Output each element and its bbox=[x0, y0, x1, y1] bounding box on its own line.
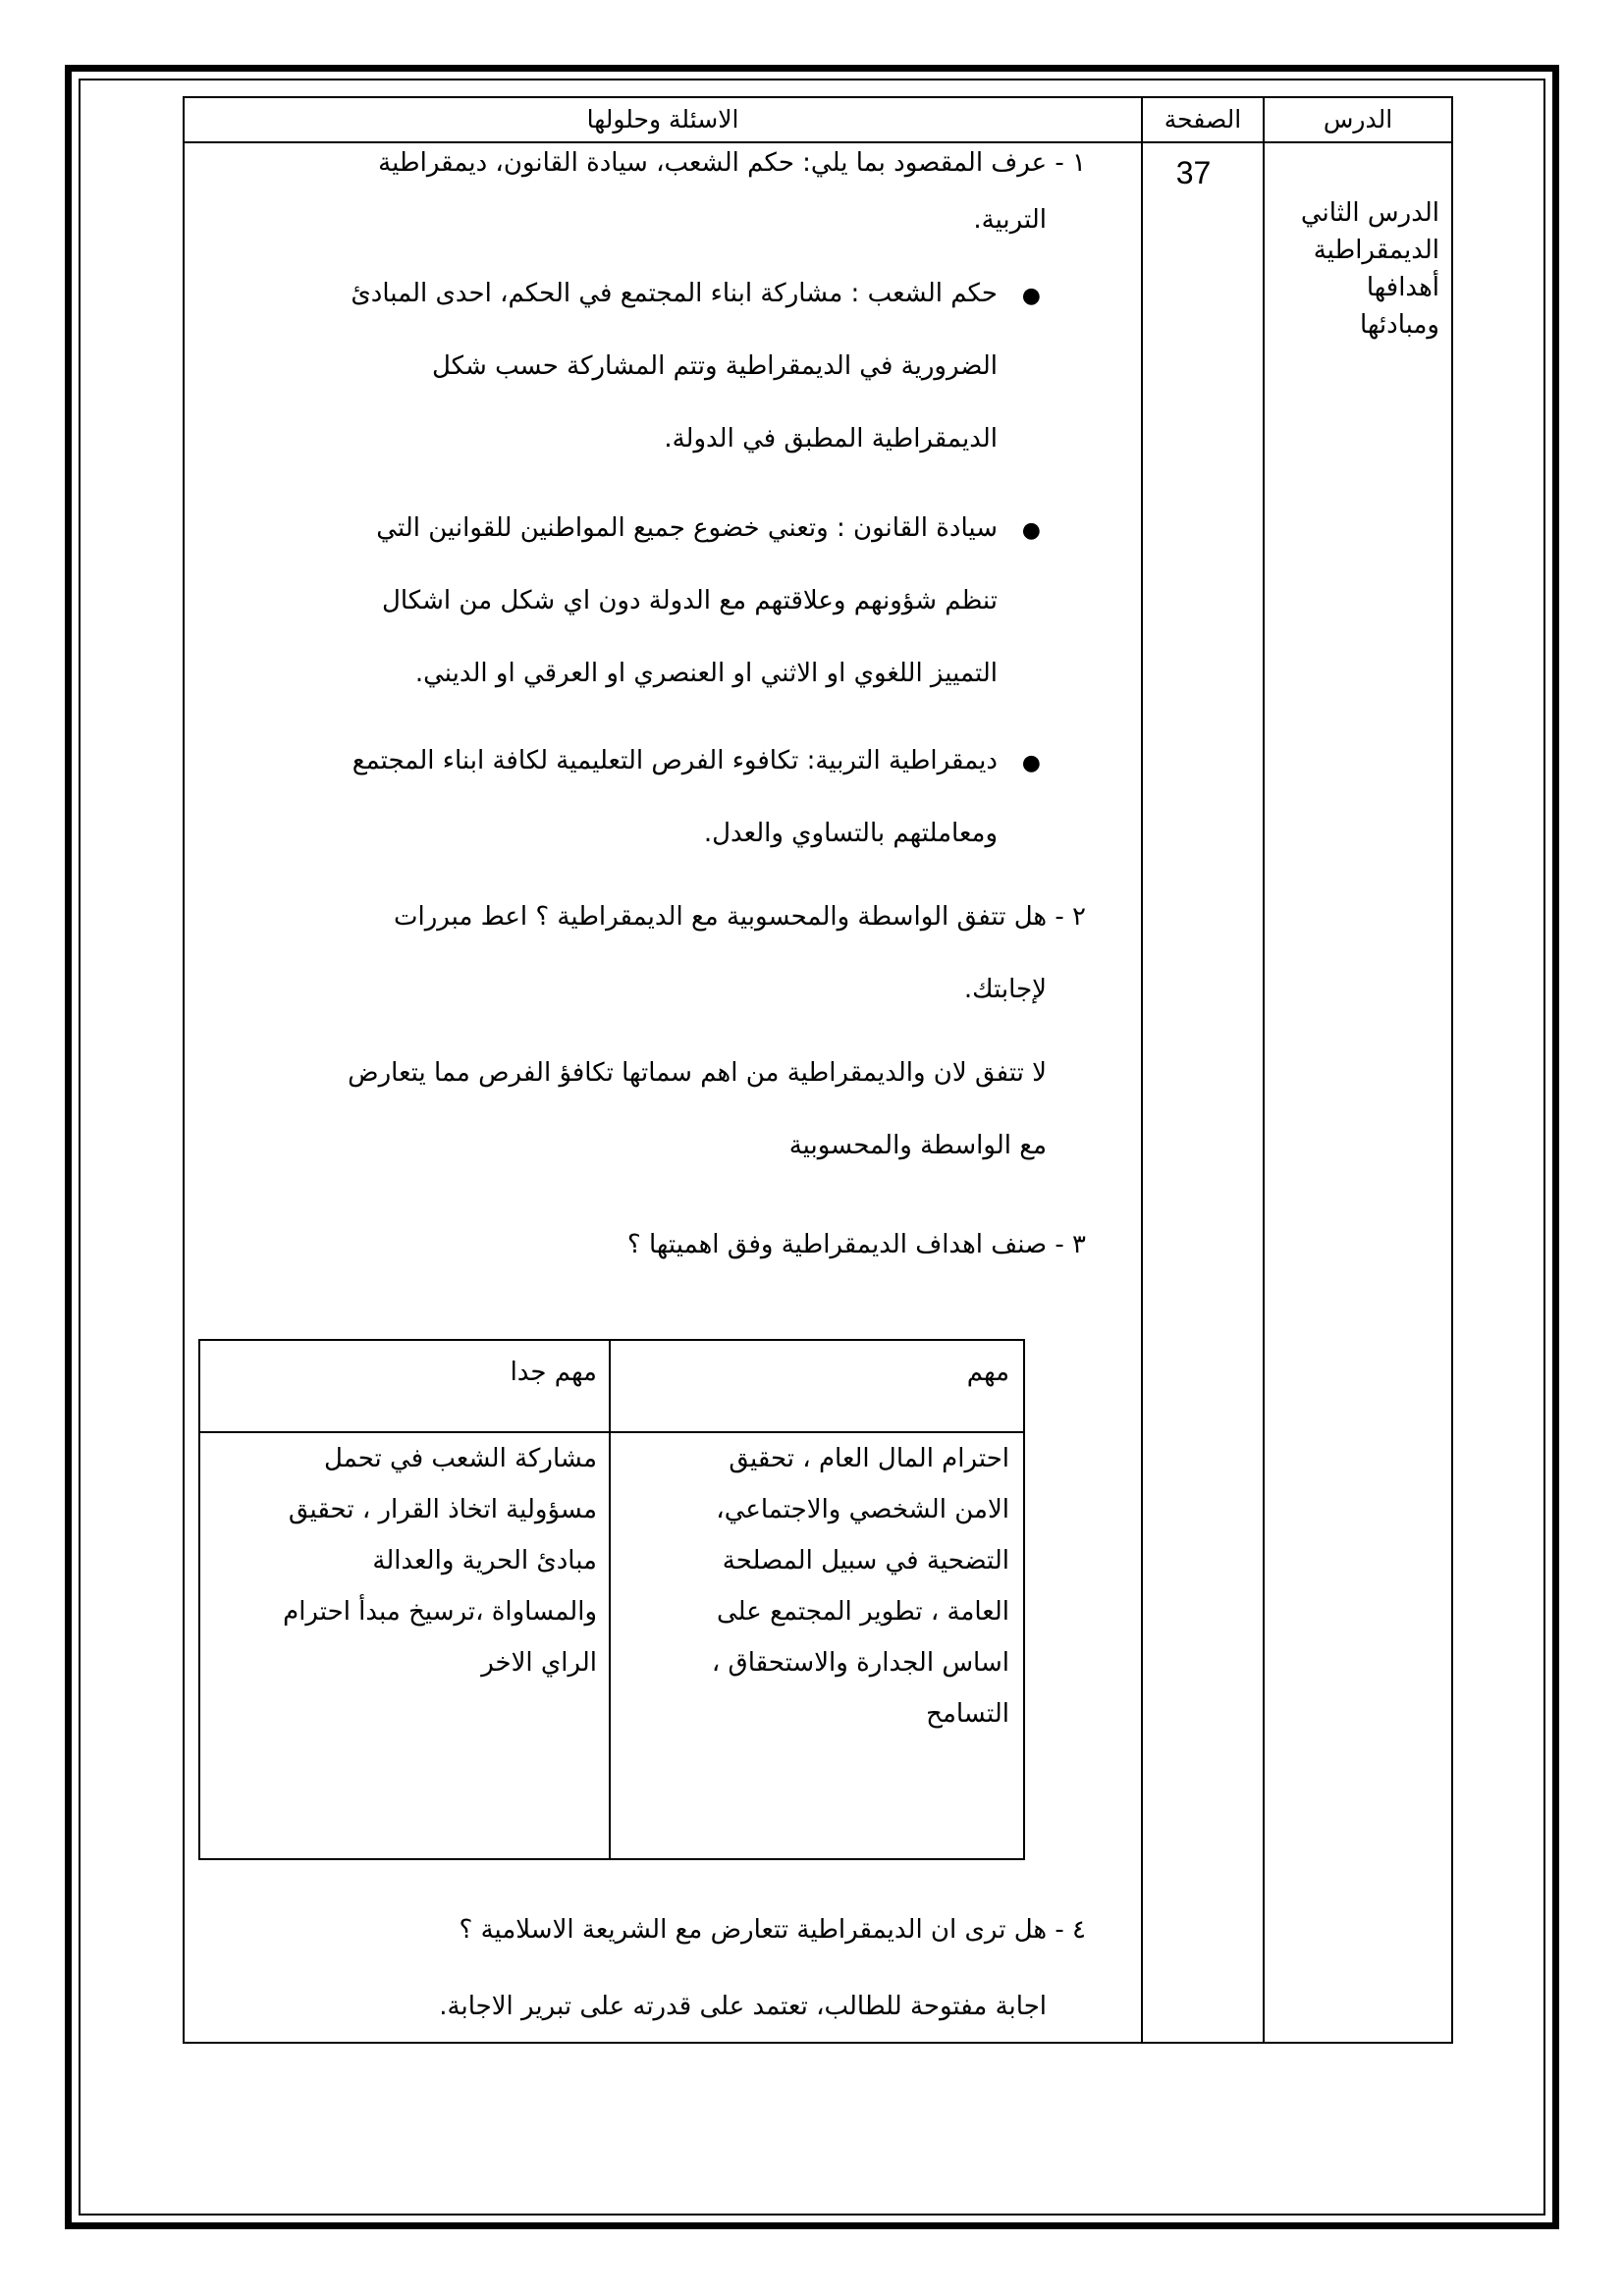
bullet-line: الديمقراطية المطبق في الدولة. bbox=[664, 424, 998, 454]
q2-answer-line: لا تتفق لان والديمقراطية من اهم سماتها تكافؤ الفرص مما يتعارض bbox=[348, 1058, 1047, 1088]
cell-line: الراي الاخر bbox=[481, 1648, 597, 1678]
lesson-title-line: الدرس الثاني bbox=[1300, 198, 1439, 228]
q4-answer: اجابة مفتوحة للطالب، تعتمد على قدرته على تبرير الاجابة. bbox=[439, 1992, 1047, 2021]
q2-answer-line: مع الواسطة والمحسوبية bbox=[788, 1131, 1047, 1160]
lesson-title-line: أهدافها bbox=[1366, 273, 1439, 302]
goals-classification-table bbox=[198, 1339, 1025, 1860]
bullet-line: ديمقراطية التربية: تكافوء الفرص التعليمية لكافة ابناء المجتمع bbox=[352, 746, 998, 775]
bullet-line: تنظم شؤونهم وعلاقتهم مع الدولة دون اي شكل من اشكال bbox=[381, 586, 998, 615]
column-divider-lesson bbox=[1263, 98, 1265, 2042]
cell-line: والمساواة ،ترسيخ مبدأ احترام bbox=[283, 1597, 597, 1627]
column-divider-page bbox=[1141, 98, 1143, 2042]
lesson-title-line: ومبادئها bbox=[1360, 310, 1439, 340]
cell-line: الامن الشخصي والاجتماعي، bbox=[716, 1495, 1009, 1524]
q1-line: التربية. bbox=[973, 205, 1047, 235]
q1-line: ١ - عرف المقصود بما يلي: حكم الشعب، سيادة القانون، ديمقراطية bbox=[378, 148, 1086, 178]
header-important: مهم bbox=[966, 1358, 1009, 1387]
inner-column-divider bbox=[609, 1341, 611, 1858]
bullet-line: الضرورية في الديمقراطية وتتم المشاركة حسب شكل bbox=[431, 351, 998, 381]
lesson-title bbox=[1268, 194, 1439, 344]
bullet-icon: ● bbox=[1021, 751, 1041, 775]
bullet-line: سيادة القانون : وتعني خضوع جميع المواطنين للقوانين التي bbox=[376, 513, 998, 543]
header-page: الصفحة bbox=[1164, 105, 1242, 133]
bullet-line: حكم الشعب : مشاركة ابناء المجتمع في الحكم، احدى المبادئ bbox=[351, 279, 998, 308]
q2-line: لإجابتك. bbox=[963, 975, 1047, 1004]
cell-line: اساس الجدارة والاستحقاق ، bbox=[711, 1648, 1009, 1678]
lesson-title-line: الديمقراطية bbox=[1313, 236, 1439, 265]
important-goals-cell bbox=[712, 1433, 1009, 1739]
cell-line: مبادئ الحرية والعدالة bbox=[372, 1546, 597, 1575]
bullet-icon: ● bbox=[1021, 284, 1041, 308]
cell-line: مسؤولية اتخاذ القرار ، تحقيق bbox=[288, 1495, 597, 1524]
cell-line: التضحية في سبيل المصلحة bbox=[722, 1546, 1009, 1575]
header-questions: الاسئلة وحلولها bbox=[586, 105, 739, 133]
cell-line: احترام المال العام ، تحقيق bbox=[729, 1444, 1009, 1473]
cell-line: مشاركة الشعب في تحمل bbox=[324, 1444, 597, 1473]
header-lesson: الدرس bbox=[1323, 105, 1393, 133]
bullet-icon: ● bbox=[1021, 518, 1041, 543]
page-number: 37 bbox=[1175, 155, 1212, 190]
q3-line: ٣ - صنف اهداف الديمقراطية وفق اهميتها ؟ bbox=[626, 1230, 1086, 1259]
q2-line: ٢ - هل تتفق الواسطة والمحسوبية مع الديمقراطية ؟ اعط مبررات bbox=[394, 902, 1086, 932]
bullet-line: ومعاملتهم بالتساوي والعدل. bbox=[703, 819, 998, 848]
cell-line: التسامح bbox=[926, 1699, 1009, 1729]
bullet-line: التمييز اللغوي او الاثني او العنصري او العرقي او الديني. bbox=[414, 659, 998, 688]
very-important-goals-cell bbox=[283, 1433, 597, 1688]
header-divider bbox=[185, 141, 1451, 143]
cell-line: العامة ، تطوير المجتمع على bbox=[717, 1597, 1009, 1627]
q4-line: ٤ - هل ترى ان الديمقراطية تتعارض مع الشريعة الاسلامية ؟ bbox=[459, 1915, 1086, 1945]
header-very-important: مهم جدا bbox=[510, 1358, 597, 1387]
